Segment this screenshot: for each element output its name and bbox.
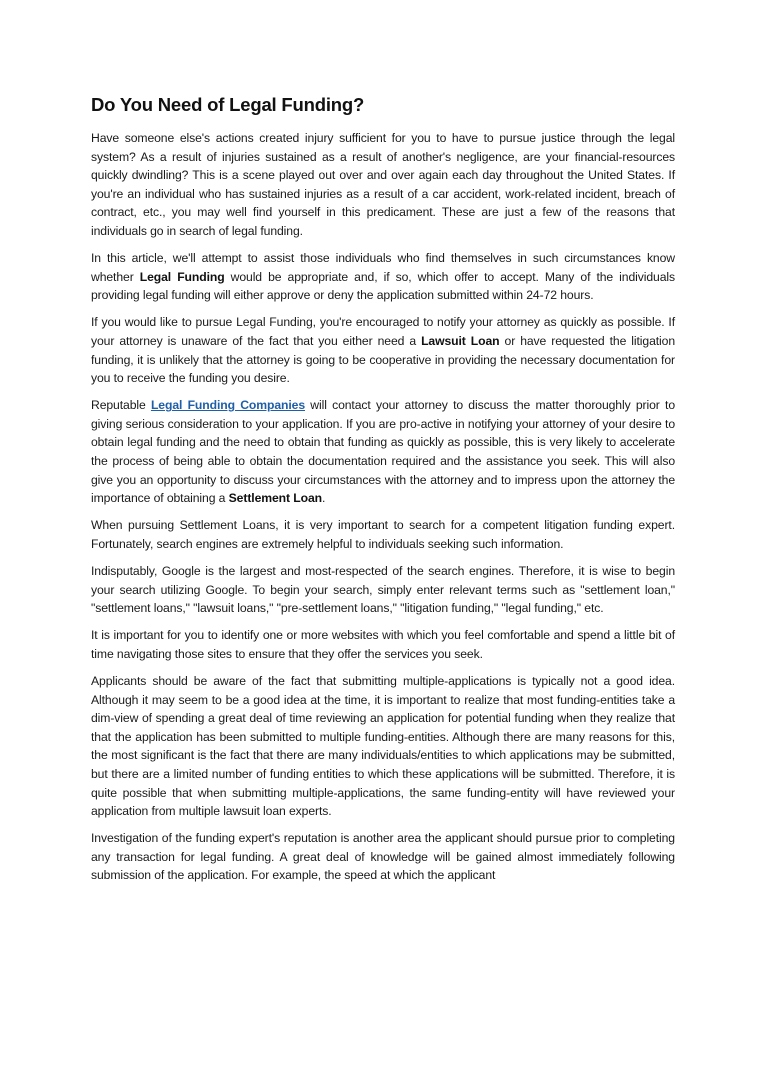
bold-term-legal-funding: Legal Funding — [139, 269, 225, 284]
bold-term-lawsuit-loan: Lawsuit Loan — [421, 333, 500, 348]
paragraph-text: would be appropriate and, if so, which offer to accept. Many of the individuals providing legal funding will either approve or deny the application submitted within 24-72 hours. — [91, 269, 675, 303]
paragraph-2 — [91, 249, 675, 305]
paragraph-3 — [91, 313, 675, 387]
paragraph-7 — [91, 626, 675, 663]
paragraph-4 — [91, 396, 675, 508]
bold-term-settlement-loan: Settlement Loan — [228, 491, 322, 506]
paragraph-text: If you would like to pursue Legal Funding, you're encouraged to notify your attorney as quickly as possible. If your attorney is unaware of the fact that you either need a — [91, 315, 675, 348]
paragraph-text: Investigation of the funding expert's reputation is another area the applicant should pursue prior to completing any transaction for legal funding. A great deal of knowledge will be gained almost immediately following submission of the application. For example, the speed at which the applicant — [91, 831, 675, 883]
paragraph-text: Have someone else's actions created injury sufficient for you to have to pursue justice through the legal system? As a result of injuries sustained as a result of another's negligence, are your financial-resources quickly dwindling? This is a scene played out over and over again each day throughout the United States. If you're an individual who has sustained injuries as a result of a car accident, work-related incident, breach of contract, etc., you may well find yourself in this predicament. These are just a few of the reasons that individuals go in search of legal funding. — [91, 131, 675, 238]
legal-funding-companies-link[interactable]: Legal Funding Companies — [150, 398, 305, 413]
paragraph-8 — [91, 672, 675, 821]
document-title: Do You Need of Legal Funding? — [91, 94, 365, 115]
paragraph-text: or have requested the litigation funding, it is unlikely that the attorney is going to be cooperative in providing the necessary documentation for you to receive the funding you desire. — [91, 333, 675, 386]
paragraph-text: will contact your attorney to discuss the matter thoroughly prior to giving serious consideration to your application. If you are pro-active in notifying your attorney of your desire to obtain legal funding and the need to obtain that funding as quickly as possible, this is very likely to accelerate the process of being able to obtain the documentation required and the assistance you seek. This will also give you an opportunity to discuss your circumstances with the attorney and to impress upon the attorney the importance of obtaining a — [91, 398, 675, 506]
paragraph-6 — [91, 562, 675, 618]
paragraph-text: . — [321, 491, 326, 506]
paragraph-5 — [91, 516, 675, 553]
paragraph-9 — [91, 829, 675, 885]
paragraph-text: Reputable — [91, 398, 151, 413]
paragraph-text: Indisputably, Google is the largest and most-respected of the search engines. Therefore, it is wise to begin your search utilizing Google. To begin your search, simply enter relevant terms such as "settlement loan," "settlement loans," "lawsuit loans," "pre-settlement loans," "litigation funding," "legal funding," etc. — [91, 563, 675, 616]
paragraph-text: It is important for you to identify one or more websites with which you feel comfortable and spend a little bit of time navigating those sites to ensure that they offer the services you seek. — [91, 628, 675, 661]
paragraph-text: When pursuing Settlement Loans, it is very important to search for a competent litigation funding expert. Fortunately, search engines are extremely helpful to individuals seeking such information. — [91, 518, 675, 551]
paragraph-text: In this article, we'll attempt to assist those individuals who find themselves in such circumstances know whether — [91, 251, 675, 284]
paragraph-text: Applicants should be aware of the fact that submitting multiple-applications is typically not a good idea. Although it may seem to be a good idea at the time, it is important to realize that most funding-entities take a dim-view of spending a great deal of time reviewing an application for potential funding when they realize that that the application has been submitted to multiple funding-entities. Although there are many reasons for this, the most significant is the fact that there are many individuals/entities to which applications may be submitted, but there are a limited number of funding entities to which these applications will be submitted. Therefore, it is quite possible that when submitting multiple-applications, the same funding-entity will have reviewed your application from multiple lawsuit loan experts. — [91, 673, 675, 819]
document-page — [91, 94, 675, 893]
paragraph-1 — [91, 129, 675, 241]
